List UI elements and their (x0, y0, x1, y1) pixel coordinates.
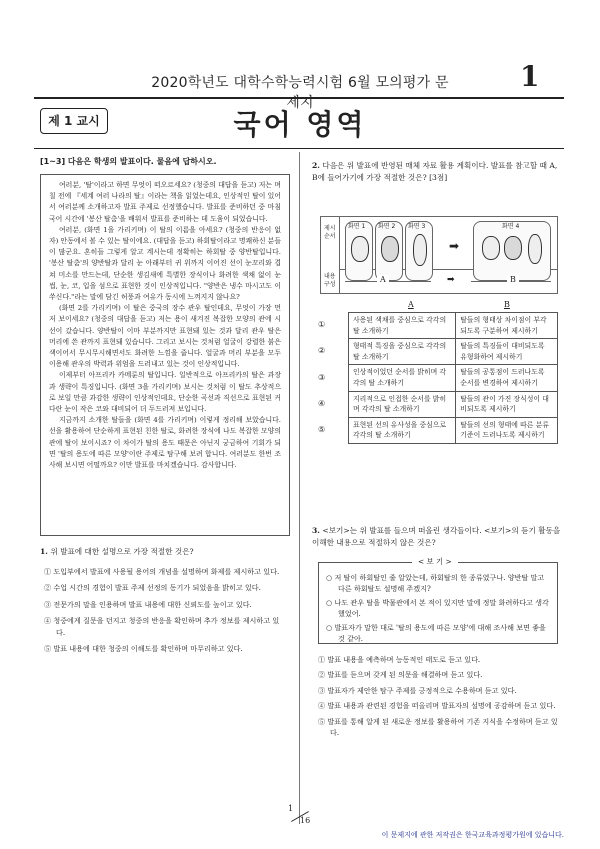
column-divider (299, 152, 300, 824)
passage-paragraph: 지금까지 소개한 탈들을 (화면 4를 가리키며) 이렇게 정리해 보았습니다. 선을 활용하여 단순하게 표현된 친한 탈로, 화려한 장식에 나도 복잡한 모양의 관에 탈이 보이시죠? 이 차이가 탈의 용도 때문은 아닌지 궁금하여 기회가 되면 '탈의 용도에 따른 모양'이란 주제로 탐구해 보려 합니다. 여러분도 한번 조사해 보시면 어떨까요? 이만 발표를 마치겠습니다. 감사합니다. (49, 416, 281, 470)
flow-row-divider (339, 217, 340, 293)
option-a-cell: 사용된 색채를 중심으로 각각의 탈 소개하기 (349, 313, 456, 339)
page-current: 1 (288, 804, 294, 813)
screen-3-thumb: 화면 3 (405, 221, 433, 281)
mask-icon (482, 236, 500, 260)
answer-option[interactable]: ⑤ 발표 내용에 대한 청중의 이해도를 확인하며 마무리하고 있다. (44, 644, 243, 654)
options-row[interactable] (334, 313, 558, 339)
passage-text (49, 180, 281, 471)
question-number: 3. (312, 526, 320, 535)
answer-option[interactable]: ④ 발표 내용과 관련된 경험을 떠올리며 발표자의 설명에 공감하며 듣고 있다. (318, 701, 556, 711)
options-table (318, 312, 558, 444)
question-2 (312, 160, 562, 184)
options-row[interactable] (334, 339, 558, 365)
mask-icon (528, 234, 542, 264)
option-number: ④ (318, 398, 326, 408)
question-1-options (44, 566, 288, 654)
option-b-cell: 탈들의 공통점이 드러나도록 순서를 변경하여 제시하기 (456, 365, 558, 391)
question-1 (40, 546, 290, 558)
mask-icon (351, 236, 369, 262)
slot-a-label: A (377, 275, 389, 284)
bogi-item: ○ 발표자가 말한 대로 '탈의 용도에 따른 모양'에 대해 조사해 보면 좋을 것 같아. (326, 622, 546, 644)
column-header-b: B (504, 300, 510, 309)
exam-title: 2020학년도 대학수학능력시험 6월 모의평가 문제지 (151, 75, 449, 111)
mask-icon (381, 236, 399, 262)
page-total: 16 (300, 816, 311, 825)
screen-2-thumb: 화면 2 (375, 221, 403, 281)
bogi-item: ○ 저 탈이 하회탈인 줄 알았는데, 하회탈의 한 종류였구나. 양반탈 말고 다른 하회탈도 설명해 주겠지? (326, 573, 545, 594)
answer-option[interactable]: ⑤ 발표를 통해 알게 된 새로운 정보를 활용하여 기존 지식을 수정하며 듣고 있다. (318, 716, 558, 738)
copyright-notice: 이 문제지에 관한 저작권은 한국교육과정평가원에 있습니다. (381, 831, 564, 839)
question-number: 1. (40, 547, 48, 556)
subject-title: 국어 영역 (233, 108, 367, 141)
flow-row-label: 제시 순서 (324, 225, 336, 240)
option-a-cell: 형태적 특징을 중심으로 각각의 탈 소개하기 (349, 339, 456, 365)
option-b-cell: 탈들의 선의 형태에 따른 분류 기준이 드러나도록 제시하기 (456, 417, 558, 443)
answer-option[interactable]: ④ 청중에게 질문을 던지고 청중의 반응을 확인하며 추가 정보를 제시하고 있다. (44, 616, 280, 637)
options-row[interactable] (334, 417, 558, 443)
arrow-icon: ➡ (449, 239, 460, 253)
question-set-instruction: [1~3] 다음은 학생의 발표이다. 물음에 답하시오. (40, 157, 217, 166)
screen-4-thumb: 화면 4 (473, 221, 551, 281)
option-number: ⑤ (318, 425, 326, 435)
media-plan-diagram (320, 216, 558, 294)
option-number: ③ (318, 372, 326, 382)
slot-b-label: B (507, 275, 519, 284)
q2-options-table (318, 300, 558, 444)
option-a-cell: 표현된 선의 유사성을 중심으로 각각의 탈 소개하기 (349, 417, 456, 443)
question-stem: 위 발표에 대한 설명으로 가장 적절한 것은? (50, 547, 194, 556)
period-badge: 제 1 교시 (40, 108, 108, 134)
option-b-cell: 탈들의 특징들이 대비되도록 유형화하여 제시하기 (456, 339, 558, 365)
header-divider (34, 97, 564, 99)
question-stem: <보기>는 위 발표를 들으며 떠올린 생각들이다. <보기>의 듣기 활동을 이해한 내용으로 적절하지 않은 것은? (312, 526, 561, 547)
passage-paragraph: 이제부터 아프리카 카메룬의 탈입니다. 일반적으로 아프리카의 탈은 과장과 생략이 특징입니다. (화면 3을 가리키며) 보시는 것처럼 이 탈도 추상적으로 보일 만큼 과감한 생략이 인상적인데요, 단순한 곡선과 직선으로 표현된 커다란 눈이 작은 코와 대비되어 더 두드러져 보입니다. (49, 371, 281, 414)
option-a-cell: 지리적으로 인접한 순서를 밝히며 각각의 탈 소개하기 (349, 391, 456, 417)
answer-option[interactable]: ① 발표 내용을 예측하며 능동적인 태도로 듣고 있다. (318, 655, 481, 664)
bogi-label: < 보 기 > (412, 556, 458, 567)
answer-option[interactable]: ③ 전문가의 말을 인용하며 발표 내용에 대한 신뢰도를 높이고 있다. (44, 599, 252, 609)
answer-option[interactable]: ② 수업 시간의 경험이 발표 주제 선정의 동기가 되었음을 밝히고 있다. (44, 583, 261, 593)
passage-paragraph: 여러분, '탈'이라고 하면 무엇이 떠오르세요? (청중의 대답을 듣고) 저는 며칠 전에 『세계 여러 나라의 탈』이라는 책을 읽었는데요, 인상적인 탈이 있어서 여러분께 소개하고자 발표 주제로 선정했습니다. 발표를 준비하던 중 마침 국어 시간에 '봉산 탈춤'을 배워서 발표를 준비하는 데 도움이 되었습니다. (49, 181, 281, 223)
page-indicator (286, 804, 314, 828)
question-stem: 다음은 위 발표에 반영된 매체 자료 활용 계획이다. 발표를 참고할 때 A, B에 들어가기에 가장 적절한 것은? [3점] (312, 161, 558, 182)
answer-option[interactable]: ③ 발표자가 제안한 탐구 주제를 긍정적으로 수용하며 듣고 있다. (318, 685, 517, 695)
subject-divider (34, 148, 564, 149)
option-number: ② (318, 346, 326, 356)
answer-option[interactable]: ② 발표를 듣으며 갖게 된 의문을 해결하며 듣고 있다. (318, 670, 483, 680)
column-header-a: A (408, 300, 414, 309)
mask-icon (413, 234, 427, 266)
passage-paragraph: (화면 2를 가리키며) 이 탈은 중국의 장수 관우 탈인데요, 무엇이 가장 먼저 보이세요? (청중의 대답을 듣고) 저는 용이 새겨진 복잡한 모양의 관에 시선이 갔습니다. 양반탈이 이마 부분까지만 표현돼 있는 것과 달리 관우 탈은 머리에 쓴 관까지 표현돼 있습니다. 그리고 보시는 것처럼 얼굴이 강렬한 붉은 색이어서 무시무시해면서도 화려한 느낌을 줍니다. 얼굴과 머리 부분을 모두 이용해 관우의 박력과 위엄을 드러내고 있는 것이 인상적입니다. (49, 304, 281, 369)
option-number: ① (318, 320, 326, 330)
question-3 (312, 525, 562, 549)
arrow-icon: ➡ (447, 275, 455, 285)
screen-1-thumb: 화면 1 (345, 221, 373, 281)
option-a-cell: 인상적이었던 순서를 밝히며 각각의 탈 소개하기 (349, 365, 456, 391)
mask-icon (504, 236, 522, 260)
answer-option[interactable]: ① 도입부에서 발표에 사용될 용어의 개념을 설명하며 화제를 제시하고 있다. (44, 567, 280, 576)
option-b-cell: 탈들의 형태상 차이점이 부각되도록 구분하여 제시하기 (456, 313, 558, 339)
bogi-items (326, 572, 552, 644)
question-3-options (318, 654, 560, 738)
flow-row-label: 내용 구성 (324, 273, 336, 288)
options-row[interactable] (334, 365, 558, 391)
option-b-cell: 탈들의 관이 가진 장식성이 대비되도록 제시하기 (456, 391, 558, 417)
options-row[interactable] (334, 391, 558, 417)
passage-paragraph: 여러분, (화면 1을 가리키며) 이 탈의 이름을 아세요? (청중의 반응이 없자) 안동에서 볼 수 있는 탈이에요. (대답을 듣고) 하회탈이라고 명쾌하신 분들이 많군요. 혼히들 그렇게 알고 계시는데 정확히는 하회탈 중 양반탈입니다. '봉산 탈춤'의 양반탈과 달리 눈 아래부터 귀 위까지 이어진 선이 눈꼬리와 겹쳐 미소를 만드는데, 단순한 생김새에 특별한 장식이나 화려한 색채 없이 눈썹, 눈, 코, 입을 섬으로 표현한 것이 인상적입니다. "양반은 냉수 마시고도 이 쑤신다."라는 말에 담긴 허풍과 여유가 동시에 느껴지지 않나요? (49, 225, 281, 302)
page-number: 1 (520, 60, 540, 93)
bogi-item: ○ 나도 관우 탈을 박물관에서 본 적이 있지만 말에 정말 화려하다고 생각했었어. (326, 597, 549, 619)
question-number: 2. (312, 161, 320, 170)
